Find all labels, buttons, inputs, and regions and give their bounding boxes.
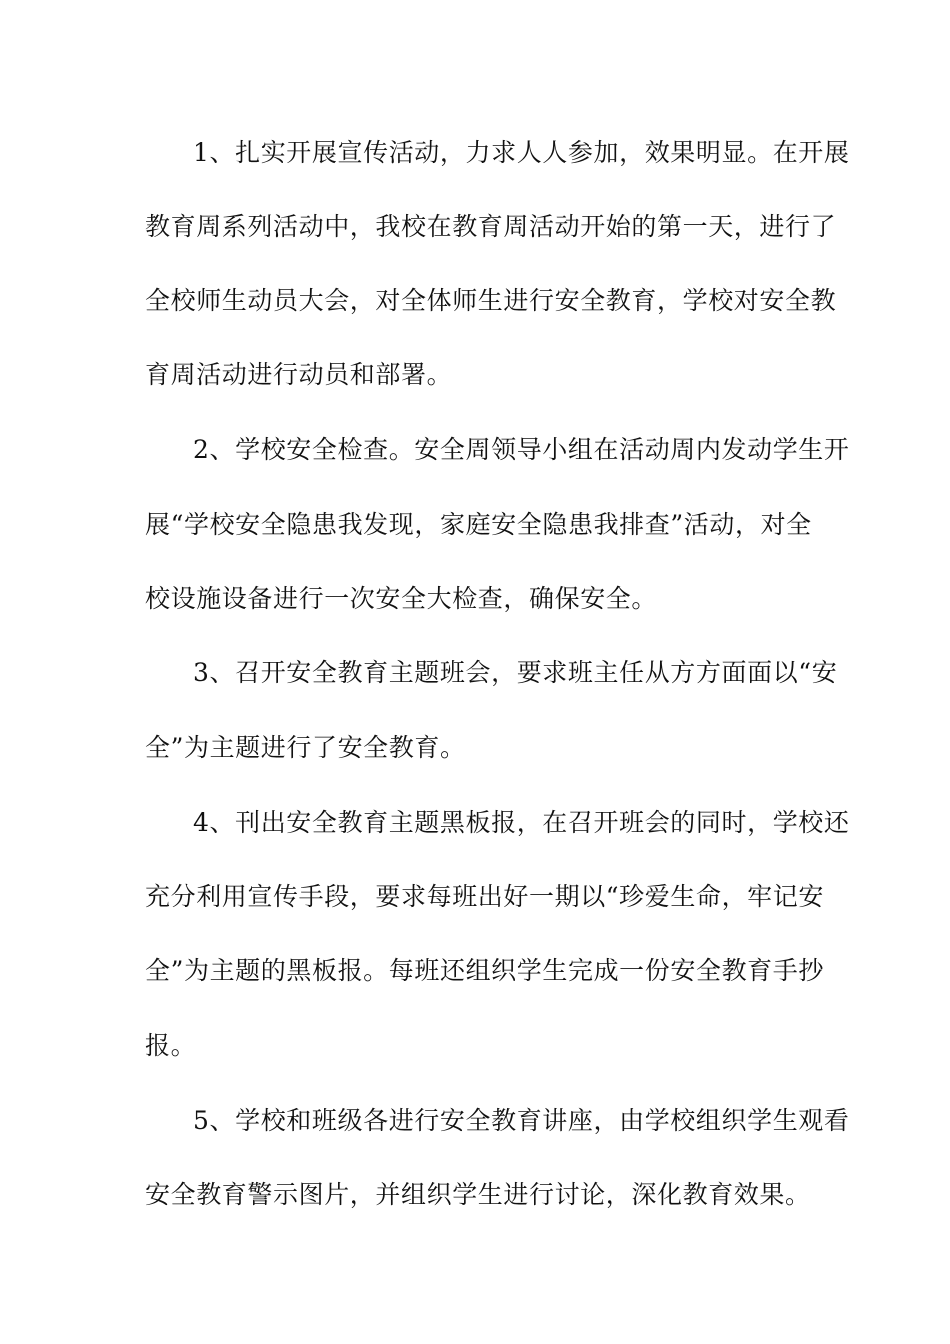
paragraph-4-line-3: 全”为主题的黑板报。每班还组织学生完成一份安全教育手抄 <box>145 956 824 985</box>
paragraph-5-line-1: 5、学校和班级各进行安全教育讲座，由学校组织学生观看 <box>193 1106 850 1135</box>
paragraph-1-line-4: 育周活动进行动员和部署。 <box>145 360 453 389</box>
paragraph-2-line-1: 2、学校安全检查。安全周领导小组在活动周内发动学生开 <box>193 435 850 464</box>
paragraph-2-line-2: 展“学校安全隐患我发现，家庭安全隐患我排查”活动，对全 <box>145 510 812 539</box>
paragraph-4-line-1: 4、刊出安全教育主题黑板报，在召开班会的同时，学校还 <box>193 808 850 837</box>
paragraph-3-line-2: 全”为主题进行了安全教育。 <box>145 733 466 762</box>
paragraph-1-line-3: 全校师生动员大会，对全体师生进行安全教育，学校对安全教 <box>145 286 837 315</box>
paragraph-5-line-2: 安全教育警示图片，并组织学生进行讨论，深化教育效果。 <box>145 1180 811 1209</box>
paragraph-4-line-4: 报。 <box>145 1031 197 1060</box>
paragraph-2-line-3: 校设施设备进行一次安全大检查，确保安全。 <box>145 584 658 613</box>
paragraph-1-line-1: 1、扎实开展宣传活动，力求人人参加，效果明显。在开展 <box>193 138 850 167</box>
paragraph-4-line-2: 充分利用宣传手段，要求每班出好一期以“珍爱生命，牢记安 <box>145 882 824 911</box>
paragraph-1-line-2: 教育周系列活动中，我校在教育周活动开始的第一天，进行了 <box>145 212 837 241</box>
paragraph-3-line-1: 3、召开安全教育主题班会，要求班主任从方方面面以“安 <box>193 658 838 687</box>
